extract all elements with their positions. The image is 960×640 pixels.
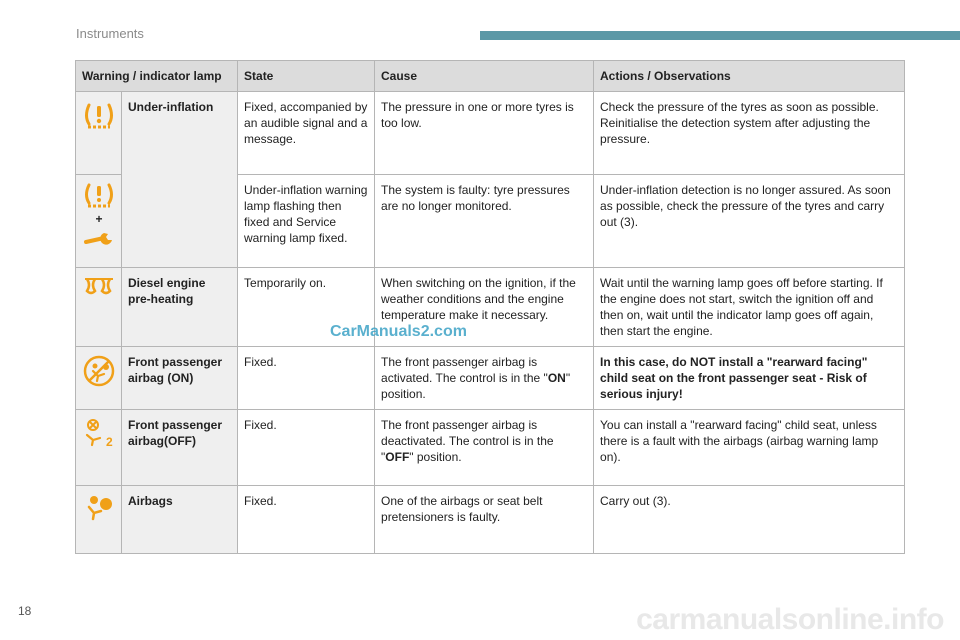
icon-cell <box>76 410 122 486</box>
state-cell: Fixed. <box>238 486 375 554</box>
passenger-airbag-on-icon <box>82 354 115 388</box>
state-cell: Temporarily on. <box>238 268 375 347</box>
page-number: 18 <box>18 604 32 618</box>
lamp-name: Front passenger airbag (ON) <box>122 347 238 410</box>
glow-plug-icon <box>82 275 115 299</box>
actions-cell: In this case, do NOT install a "rearward facing" child seat on the front passenger seat - Risk of serious injury! <box>594 347 905 410</box>
state-cell: Fixed, accompanied by an audible signal and a message. <box>238 92 375 175</box>
tyre-pressure-icon <box>82 99 115 133</box>
actions-cell: Wait until the warning lamp goes off before starting. If the engine does not start, switch the ignition off and then on, wait until the indicator lamp goes off again, then start the engine. <box>594 268 905 347</box>
state-cell: Under-inflation warning lamp flashing then fixed and Service warning lamp fixed. <box>238 175 375 268</box>
icon-cell <box>76 175 122 268</box>
cause-text: The front passenger airbag is deactivated. The control is in the " <box>381 418 554 464</box>
cause-cell: The pressure in one or more tyres is too low. <box>375 92 594 175</box>
column-header-actions: Actions / Observations <box>594 61 905 92</box>
footer-site-watermark: carmanualsonline.info <box>636 603 944 636</box>
section-title: Instruments <box>76 26 144 41</box>
icon-cell <box>76 92 122 175</box>
state-cell: Fixed. <box>238 347 375 410</box>
table-row <box>76 92 905 175</box>
icon-cell <box>76 268 122 347</box>
actions-cell: Carry out (3). <box>594 486 905 554</box>
cause-cell: The system is faulty: tyre pressures are no longer monitored. <box>375 175 594 268</box>
table-row <box>76 268 905 347</box>
cause-cell: One of the airbags or seat belt pretensioners is faulty. <box>375 486 594 554</box>
column-header-cause: Cause <box>375 61 594 92</box>
cause-bold: OFF <box>385 450 410 464</box>
actions-cell: Check the pressure of the tyres as soon as possible. Reinitialise the detection system after adjusting the pressure. <box>594 92 905 175</box>
cause-text: " position. <box>409 450 462 464</box>
wrench-icon <box>86 233 112 245</box>
svg-text:2: 2 <box>106 435 113 449</box>
cause-bold: ON <box>547 371 566 385</box>
cause-cell: When switching on the ignition, if the weather conditions and the engine temperature make it necessary. <box>375 268 594 347</box>
lamp-name: Front passenger airbag(OFF) <box>122 410 238 486</box>
plus-sign: + <box>95 212 103 226</box>
table-row <box>76 486 905 554</box>
cause-cell <box>375 410 594 486</box>
actions-cell: You can install a "rearward facing" child seat, unless there is a fault with the airbags (airbag warning lamp on). <box>594 410 905 486</box>
header-accent-bar <box>480 31 960 40</box>
table-row <box>76 410 905 486</box>
column-header-lamp: Warning / indicator lamp <box>76 61 238 92</box>
warning-lamp-table <box>75 60 905 554</box>
watermark: CarManuals2.com <box>330 323 467 340</box>
lamp-name: Diesel engine pre-heating <box>122 268 238 347</box>
cause-text: The front passenger airbag is activated. The control is in the " <box>381 355 548 385</box>
cause-cell <box>375 347 594 410</box>
cause-text: " position. <box>381 371 571 401</box>
icon-cell <box>76 486 122 554</box>
actions-cell: Under-inflation detection is no longer assured. As soon as possible, check the pressure of the tyres and carry out (3). <box>594 175 905 268</box>
state-cell: Fixed. <box>238 410 375 486</box>
lamp-name: Airbags <box>122 486 238 554</box>
icon-cell <box>76 347 122 410</box>
airbag-icon <box>82 493 115 523</box>
passenger-airbag-off-icon <box>82 417 115 449</box>
table-header-row <box>76 61 905 92</box>
column-header-state: State <box>238 61 375 92</box>
table-row <box>76 347 905 410</box>
tyre-pressure-plus-service-icon <box>82 182 115 254</box>
lamp-name: Under-inflation <box>122 92 238 268</box>
